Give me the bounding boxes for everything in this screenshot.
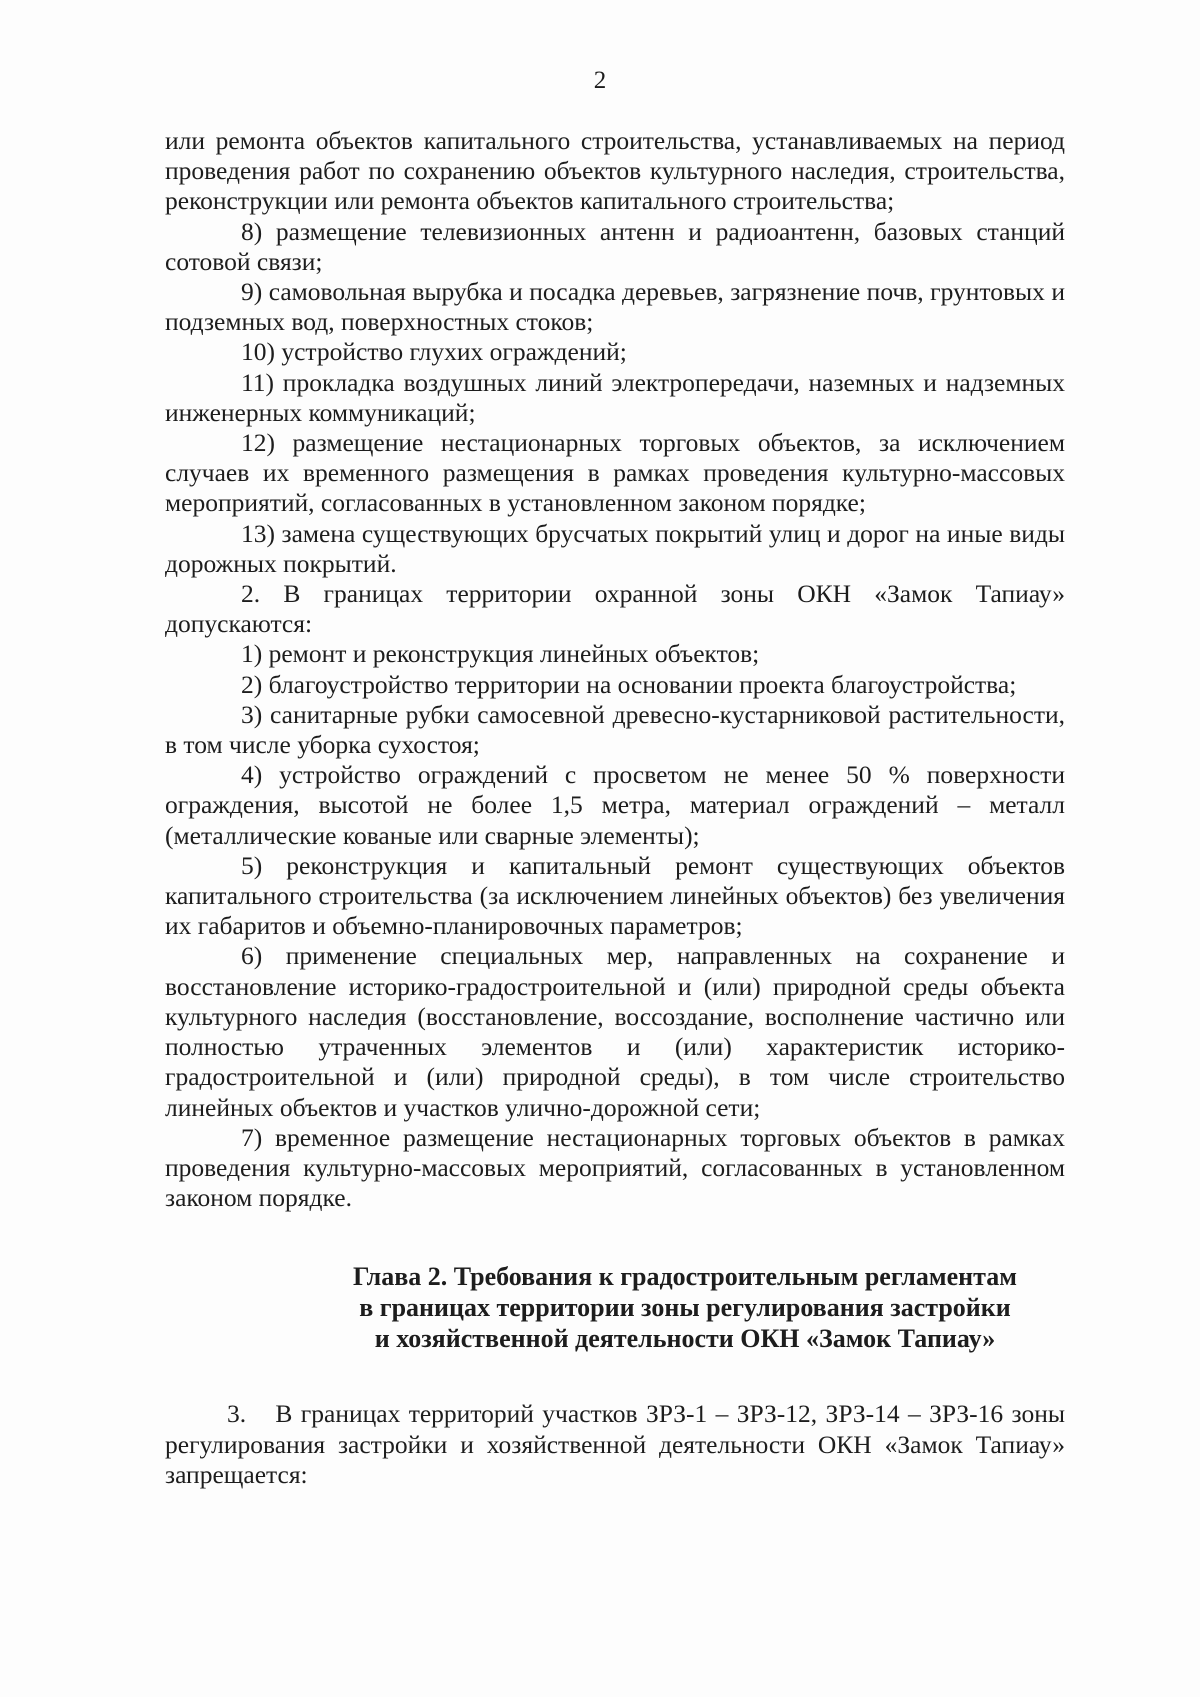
item-number: 3. [227, 1399, 247, 1429]
chapter-heading [165, 1261, 1065, 1354]
paragraph: 1) ремонт и реконструкция линейных объектов; [241, 639, 760, 669]
page-number: 2 [593, 67, 607, 94]
paragraph: 10) устройство глухих ограждений; [241, 337, 627, 367]
paragraph: 6) применение специальных мер, направленных на сохранение и восстановление историко-градостроительной и (или) природной среды объекта культурного наследия (восстановление, воссоздание, восполнение частично или полностью утраченных элементов и (или) характеристик историко-градостроительной и (или) природной среды), в том числе строительство линейных объектов и участков улично-дорожной сети; [165, 941, 1065, 1122]
document-body [165, 126, 1065, 1490]
paragraph: 9) самовольная вырубка и посадка деревьев, загрязнение почв, грунтовых и подземных вод, поверхностных стоков; [165, 277, 1065, 337]
paragraph: 11) прокладка воздушных линий электропередачи, наземных и надземных инженерных коммуникаций; [165, 367, 1065, 427]
paragraph: 3) санитарные рубки самосевной древесно-кустарниковой растительности, в том числе уборка сухостоя; [165, 699, 1065, 760]
paragraph-item-3 [165, 1399, 1065, 1490]
paragraph: 7) временное размещение нестационарных торговых объектов в рамках проведения культурно-массовых мероприятий, согласованных в установленном законом порядке. [165, 1122, 1065, 1213]
paragraph: 12) размещение нестационарных торговых объектов, за исключением случаев их временного размещения в рамках проведения культурно-массовых мероприятий, согласованных в установленном законом порядке; [165, 428, 1065, 518]
paragraph: или ремонта объектов капитального строительства, устанавливаемых на период проведения работ по сохранению объектов культурного наследия, строительства, реконструкции или ремонта объектов капитального строительства; [165, 126, 1065, 216]
paragraph: 2) благоустройство территории на основании проекта благоустройства; [241, 669, 1017, 699]
paragraph: 8) размещение телевизионных антенн и радиоантенн, базовых станций сотовой связи; [165, 216, 1065, 276]
paragraph: 5) реконструкция и капитальный ремонт существующих объектов капитального строительства (за исключением линейных объектов) без увеличения их габаритов и объемно-планировочных параметров; [165, 850, 1065, 941]
paragraph: 13) замена существующих брусчатых покрытий улиц и дорог на иные виды дорожных покрытий. [165, 518, 1065, 578]
paragraph: 2. В границах территории охранной зоны ОКН «Замок Тапиау» допускаются: [165, 579, 1065, 639]
item-text: В границах территорий участков ЗРЗ-1 – ЗРЗ-12, ЗРЗ-14 – ЗРЗ-16 зоны регулирования застройки и хозяйственной деятельности ОКН «Замок Тапиау» запрещается: [165, 1399, 1065, 1489]
chapter-heading-line: в границах территории зоны регулирования застройки [359, 1293, 1011, 1323]
chapter-heading-line: Глава 2. Требования к градостроительным регламентам [353, 1262, 1017, 1292]
paragraph: 4) устройство ограждений с просветом не менее 50 % поверхности ограждения, высотой не более 1,5 метра, материал ограждений – металл (металлические кованые или сварные элементы); [165, 760, 1065, 850]
chapter-heading-line: и хозяйственной деятельности ОКН «Замок Тапиау» [374, 1324, 996, 1354]
